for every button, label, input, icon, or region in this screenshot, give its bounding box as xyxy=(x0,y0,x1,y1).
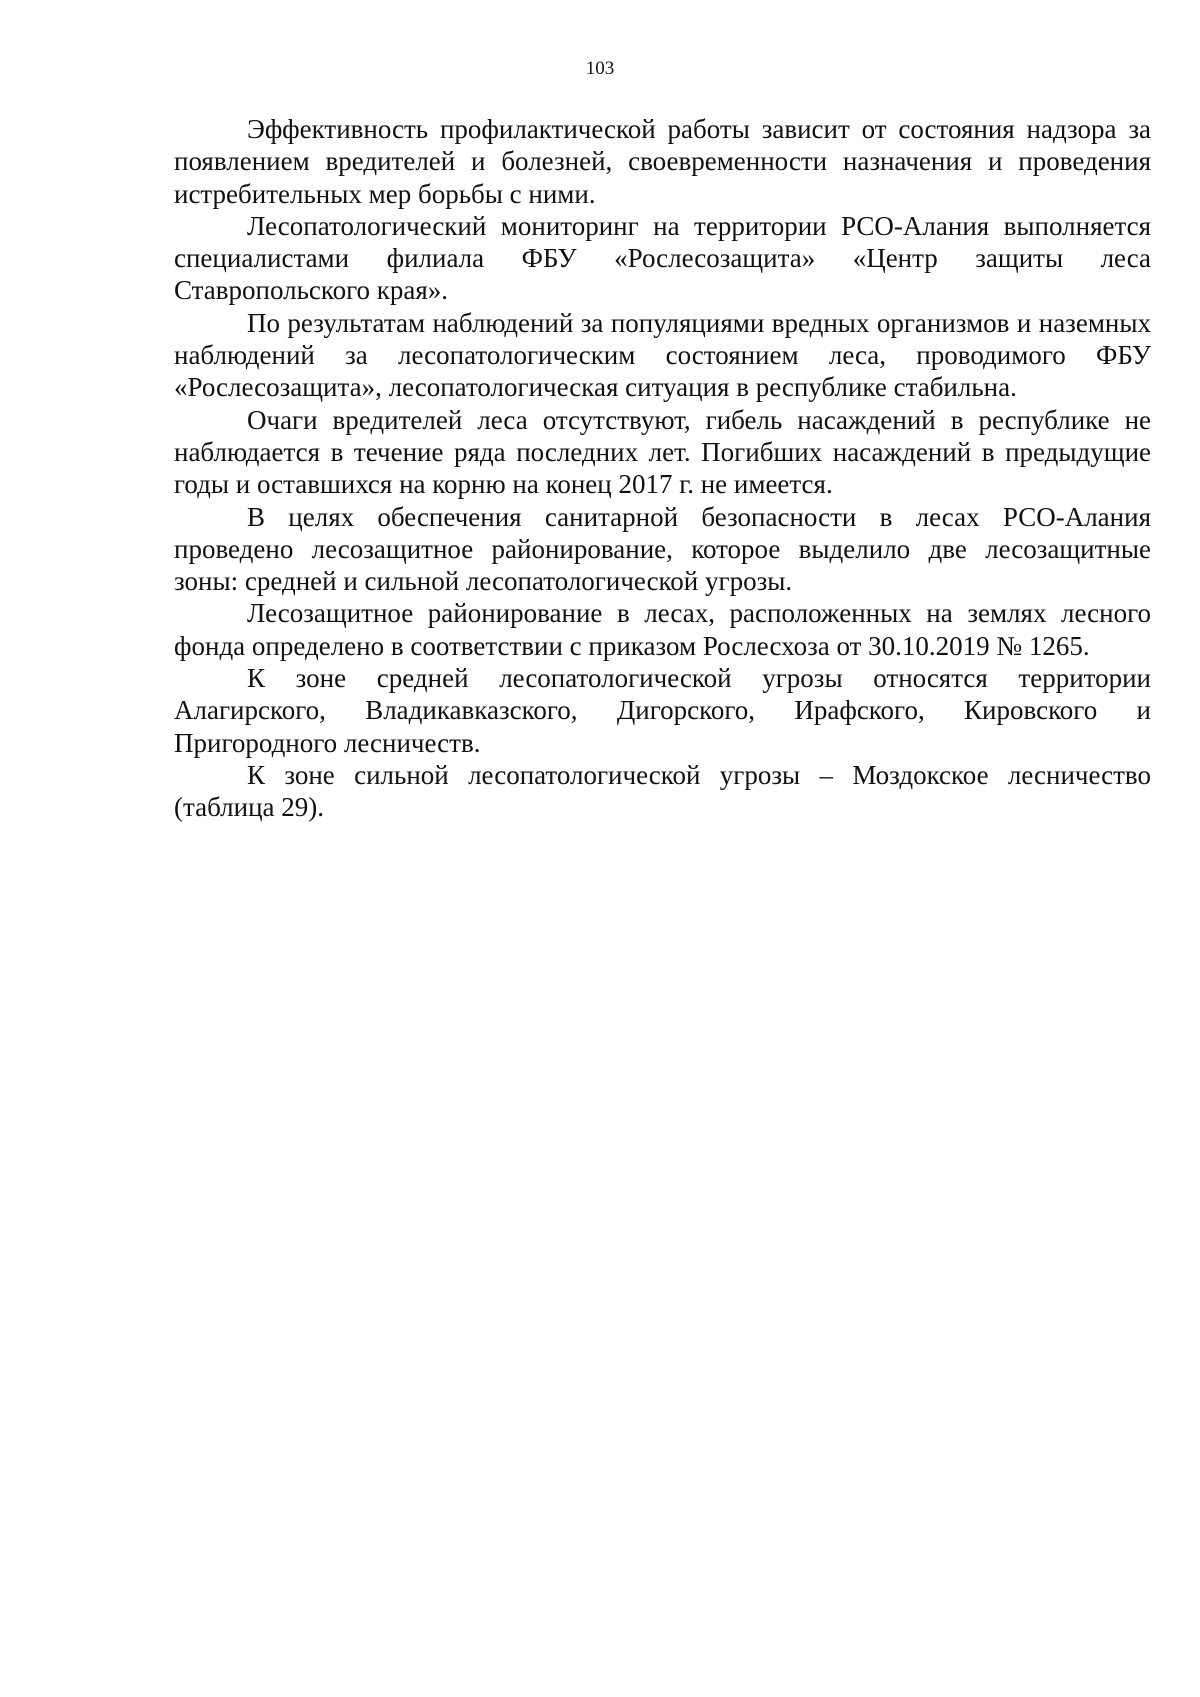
paragraph-zoning-purpose: В целях обеспечения санитарной безопасности в лесах РСО-Алания проведено лесозащитное районирование, которое выделило две лесозащитные зоны: средней и сильной лесопатологической угрозы. xyxy=(174,501,1151,597)
paragraph-pest-outbreaks: Очаги вредителей леса отсутствуют, гибель насаждений в республике не наблюдается в течение ряда последних лет. Погибших насаждений в предыдущие годы и оставшихся на корню на конец 2017 г. не имеется. xyxy=(174,404,1151,500)
paragraph-monitoring: Лесопатологический мониторинг на территории РСО-Алания выполняется специалистами филиала ФБУ «Рослесозащита» «Центр защиты леса Ставропольского края». xyxy=(174,210,1151,306)
paragraph-zoning-order: Лесозащитное районирование в лесах, расположенных на землях лесного фонда определено в соответствии с приказом Рослесхоза от 30.10.2019 № 1265. xyxy=(174,598,1151,661)
body-text xyxy=(174,113,1151,824)
paragraph-medium-threat-zone: К зоне средней лесопатологической угрозы относятся территории Алагирского, Владикавказского, Дигорского, Ирафского, Кировского и Пригородного лесничеств. xyxy=(174,663,1151,758)
paragraph-observation-results: По результатам наблюдений за популяциями вредных организмов и наземных наблюдений за лесопатологическим состоянием леса, проводимого ФБУ «Рослесозащита», лесопатологическая ситуация в республике стабильна. xyxy=(174,307,1151,403)
page-number: 103 xyxy=(585,58,615,79)
paragraph-prevention-effectiveness: Эффективность профилактической работы зависит от состояния надзора за появлением вредителей и болезней, своевременности назначения и проведения истребительных мер борьбы с ними. xyxy=(174,114,1151,209)
paragraph-high-threat-zone: К зоне сильной лесопатологической угрозы – Моздокское лесничество (таблица 29). xyxy=(174,759,1151,823)
